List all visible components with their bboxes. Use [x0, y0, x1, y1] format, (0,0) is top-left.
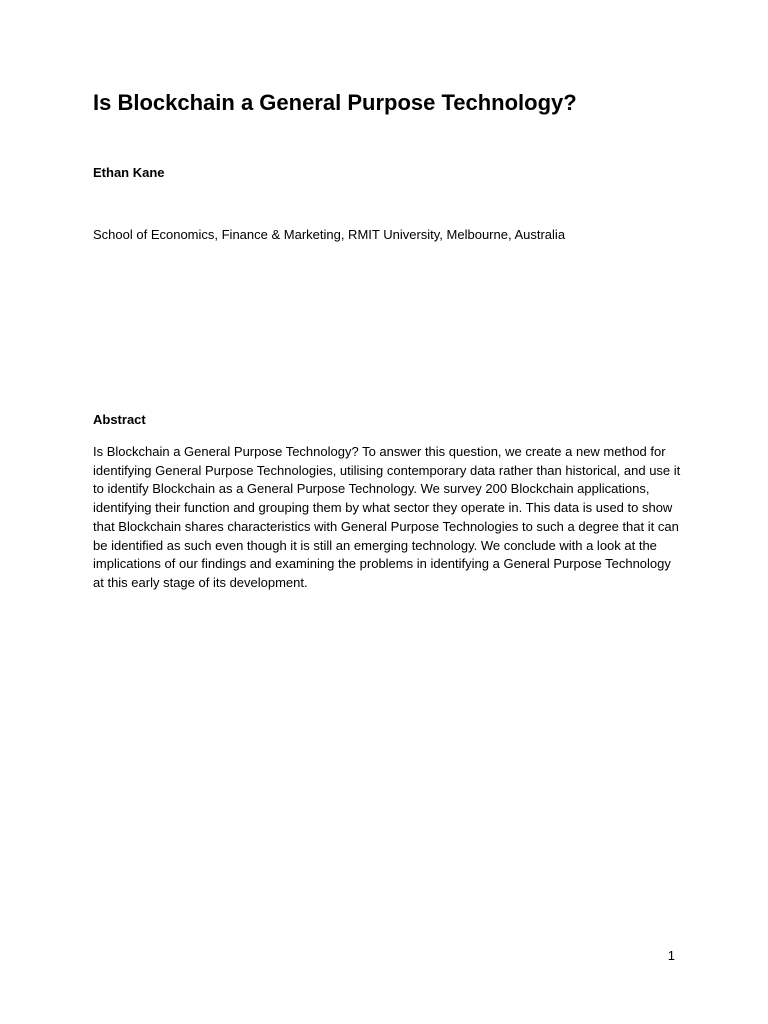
page-number: 1: [667, 948, 675, 963]
author-name: Ethan Kane: [93, 165, 165, 180]
paper-title: Is Blockchain a General Purpose Technology?: [93, 90, 577, 115]
author-affiliation: School of Economics, Finance & Marketing, RMIT University, Melbourne, Australia: [93, 227, 566, 242]
abstract-text: Is Blockchain a General Purpose Technology? To answer this question, we create a new method for identifying General Purpose Technologies, utilising contemporary data rather than historical, and use it to identify Blockchain as a General Purpose Technology. We survey 200 Blockchain applications, identifying their function and grouping them by what sector they operate in. This data is used to show that Blockchain shares characteristics with General Purpose Technologies to such a degree that it can be identified as such even though it is still an emerging technology. We conclude with a look at the implications of our findings and examining the problems in identifying a General Purpose Technology at this early stage of its development.: [93, 444, 681, 590]
abstract-heading: Abstract: [93, 412, 146, 427]
